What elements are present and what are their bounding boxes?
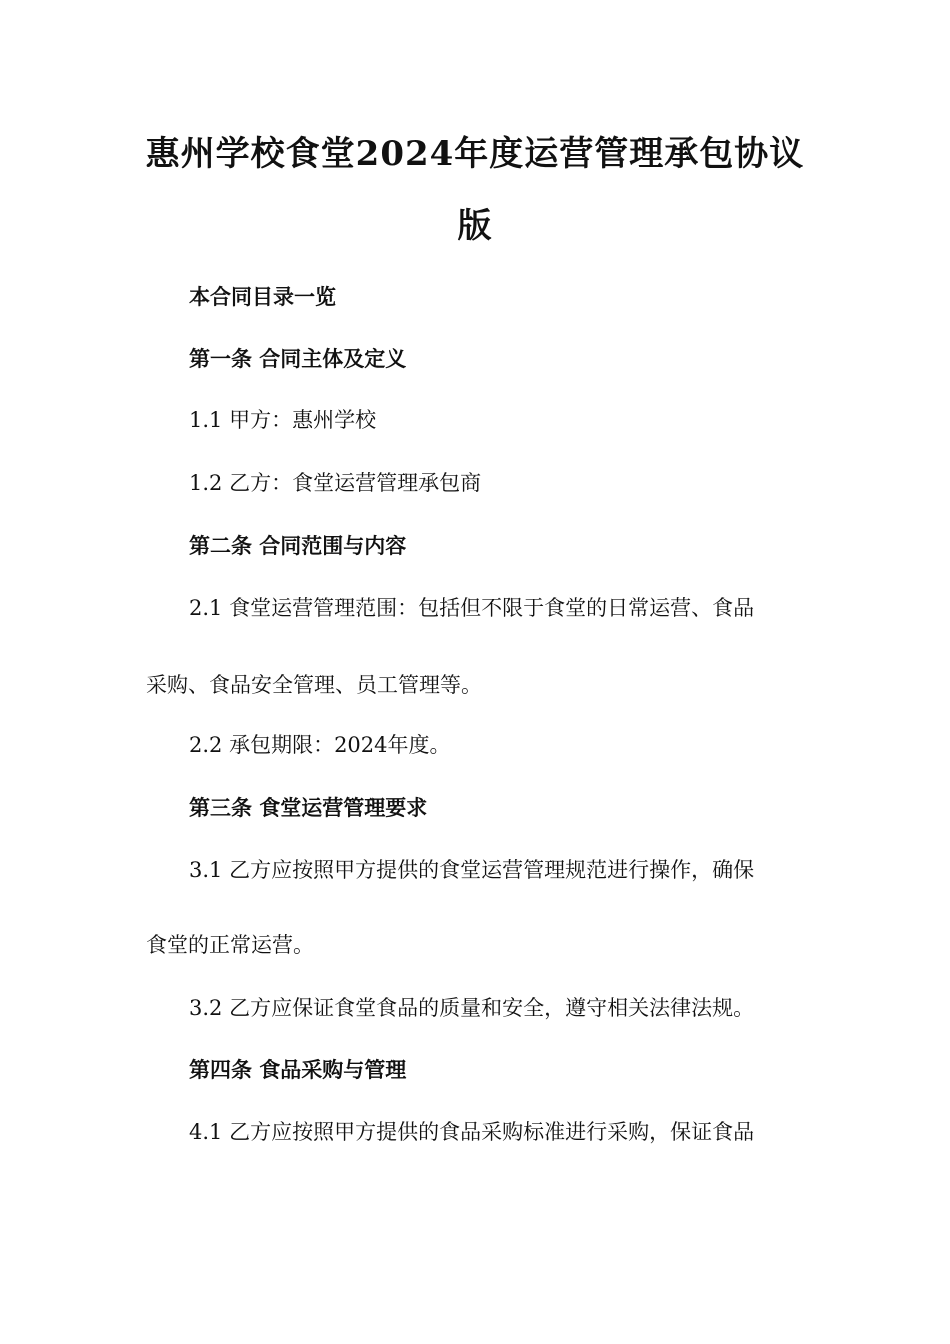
article-3-item-2: 3.2 乙方应保证食堂食品的质量和安全，遵守相关法律法规。	[189, 996, 755, 1020]
article-1-heading: 第一条 合同主体及定义	[189, 347, 407, 371]
article-2-heading: 第二条 合同范围与内容	[189, 534, 407, 558]
article-3-heading: 第三条 食堂运营管理要求	[189, 796, 428, 820]
toc-heading: 本合同目录一览	[189, 285, 336, 309]
article-1-item-2: 1.2 乙方：食堂运营管理承包商	[189, 471, 482, 495]
article-2-item-1-line-2: 采购、食品安全管理、员工管理等。	[146, 673, 482, 697]
article-4-heading: 第四条 食品采购与管理	[189, 1058, 407, 1082]
article-1-item-1: 1.1 甲方：惠州学校	[189, 408, 377, 432]
article-2-item-1-line-1: 2.1 食堂运营管理范围：包括但不限于食堂的日常运营、食品	[189, 596, 755, 620]
article-3-item-1-line-2: 食堂的正常运营。	[146, 933, 314, 957]
article-2-item-2: 2.2 承包期限：2024年度。	[189, 733, 451, 757]
article-4-item-1-line-1: 4.1 乙方应按照甲方提供的食品采购标准进行采购，保证食品	[189, 1120, 755, 1144]
document-title-line-1: 惠州学校食堂2024年度运营管理承包协议	[145, 134, 805, 174]
article-3-item-1-line-1: 3.1 乙方应按照甲方提供的食堂运营管理规范进行操作，确保	[189, 858, 755, 882]
document-title-line-2: 版	[457, 206, 493, 246]
